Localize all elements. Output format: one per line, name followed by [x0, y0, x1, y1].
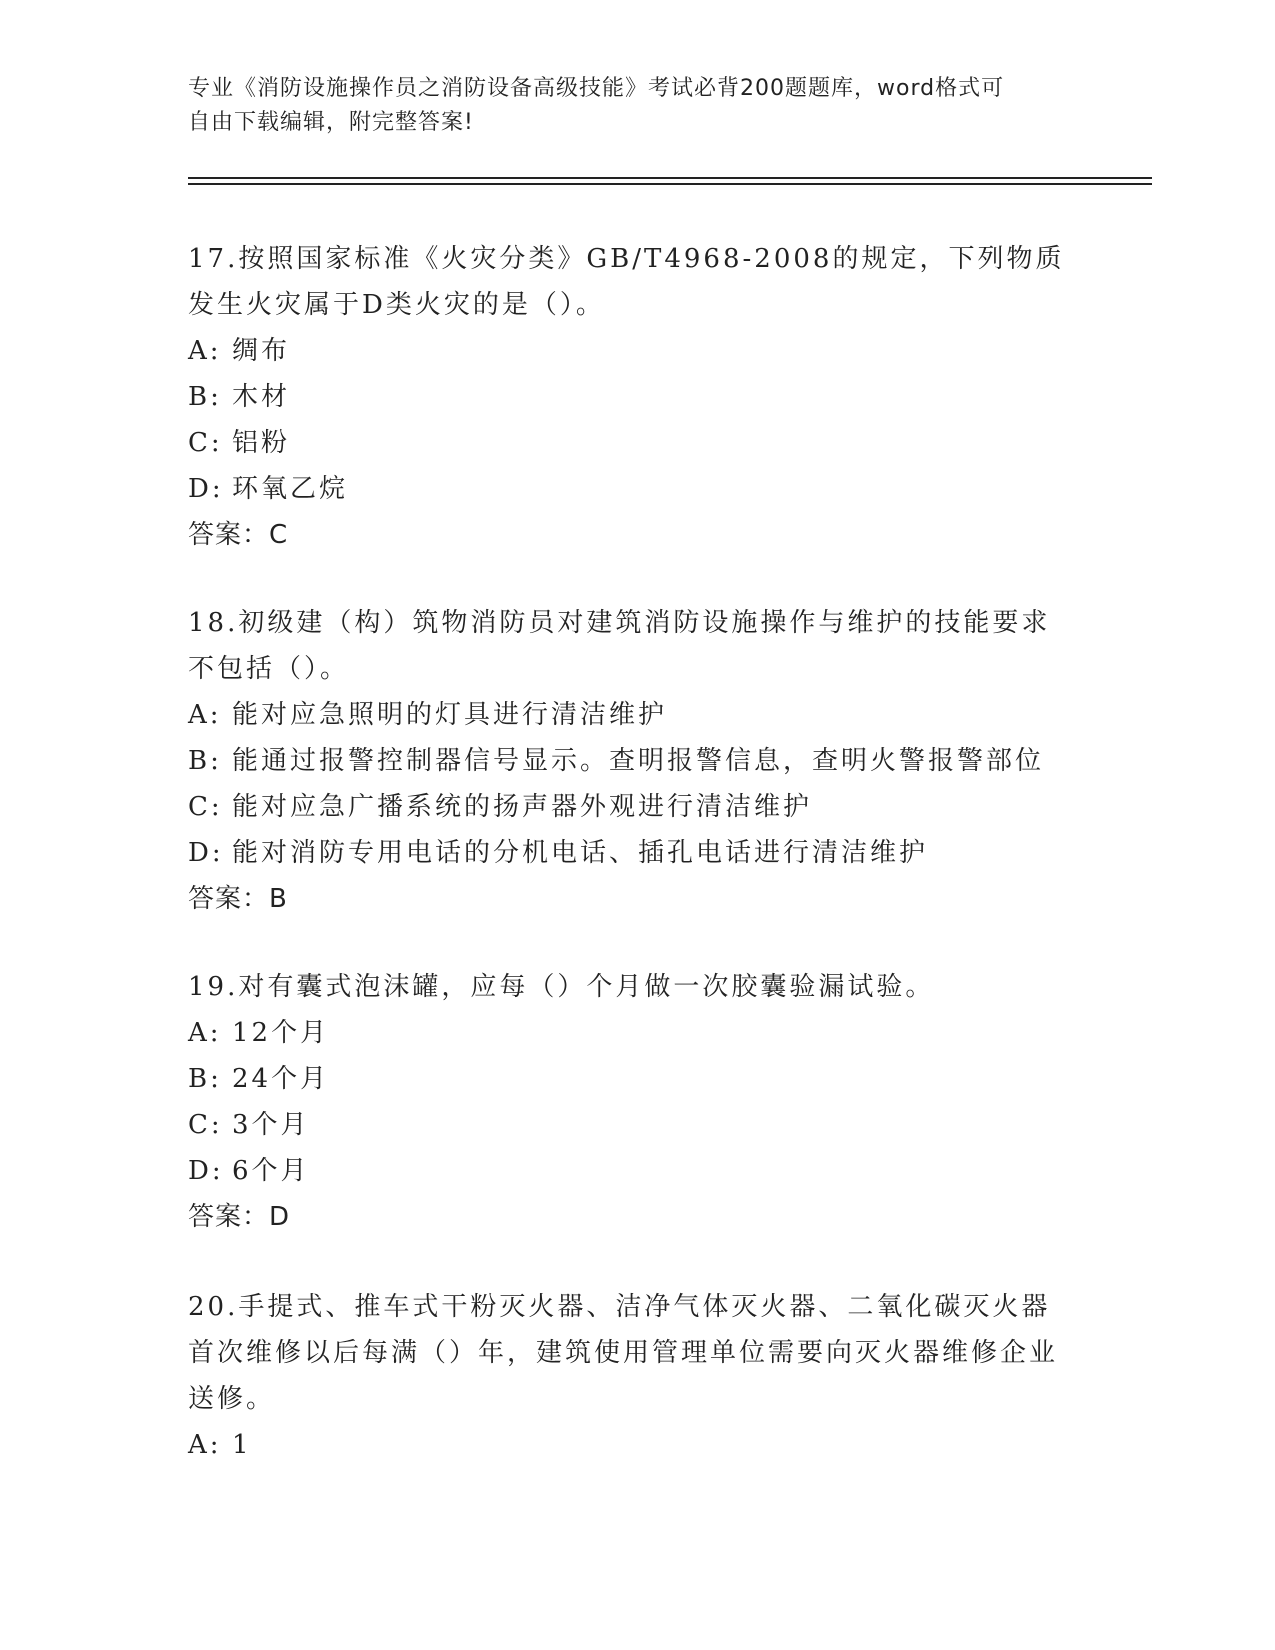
option-b: [188, 374, 1078, 420]
question-block: [188, 236, 1078, 558]
question-block: [188, 1284, 1078, 1468]
document-header: [188, 72, 1088, 140]
option-d: [188, 830, 1078, 876]
option-text: 铝粉: [232, 428, 291, 458]
header-divider-top: [188, 177, 1152, 179]
option-key: C:: [188, 792, 223, 822]
option-key: A:: [188, 1430, 222, 1460]
option-c: [188, 1102, 1078, 1148]
option-text: 1: [232, 1430, 252, 1460]
option-text: 3个月: [232, 1110, 310, 1140]
option-c: [188, 420, 1078, 466]
question-text: 20.手提式、推车式干粉灭火器、洁净气体灭火器、二氧化碳灭火器首次维修以后每满（）年，建筑使用管理单位需要向灭火器维修企业送修。: [188, 1292, 1059, 1414]
option-key: C:: [188, 428, 223, 458]
question-block: [188, 600, 1078, 922]
option-key: D:: [188, 474, 224, 504]
question-text: 19.对有囊式泡沫罐，应每（）个月做一次胶囊验漏试验。: [188, 972, 935, 1002]
option-b: [188, 1056, 1078, 1102]
option-text: 能对应急照明的灯具进行清洁维护: [232, 700, 668, 730]
answer-line: 答案：C: [188, 520, 289, 550]
option-d: [188, 466, 1078, 512]
option-key: A:: [188, 336, 222, 366]
option-text: 12个月: [232, 1018, 330, 1048]
option-key: B:: [188, 382, 222, 412]
option-text: 能对消防专用电话的分机电话、插孔电话进行清洁维护: [232, 838, 929, 868]
option-text: 能对应急广播系统的扬声器外观进行清洁维护: [232, 792, 813, 822]
option-a: [188, 1422, 1078, 1468]
header-line-1: 专业《消防设施操作员之消防设备高级技能》考试必背200题题库，word格式可: [188, 76, 1005, 101]
option-a: [188, 1010, 1078, 1056]
option-a: [188, 328, 1078, 374]
option-key: B:: [188, 746, 222, 776]
option-text: 能通过报警控制器信号显示。查明报警信息，查明火警报警部位: [232, 746, 1045, 776]
option-a: [188, 692, 1078, 738]
answer-line: 答案：D: [188, 1202, 291, 1232]
option-key: A:: [188, 700, 222, 730]
option-text: 6个月: [232, 1156, 310, 1186]
header-divider-bottom: [188, 183, 1152, 185]
option-key: D:: [188, 838, 224, 868]
option-text: 环氧乙烷: [232, 474, 349, 504]
question-text: 17.按照国家标准《火灾分类》GB/T4968-2008的规定，下列物质发生火灾属于D类火灾的是（）。: [188, 244, 1065, 320]
option-c: [188, 784, 1078, 830]
option-key: C:: [188, 1110, 223, 1140]
question-block: [188, 964, 1078, 1240]
option-d: [188, 1148, 1078, 1194]
option-text: 木材: [232, 382, 291, 412]
question-text: 18.初级建（构）筑物消防员对建筑消防设施操作与维护的技能要求不包括（）。: [188, 608, 1051, 684]
option-key: D:: [188, 1156, 224, 1186]
option-text: 绸布: [232, 336, 291, 366]
header-line-2: 自由下载编辑，附完整答案!: [188, 110, 474, 135]
option-key: B:: [188, 1064, 222, 1094]
option-key: A:: [188, 1018, 222, 1048]
answer-line: 答案：B: [188, 884, 288, 914]
option-b: [188, 738, 1078, 784]
option-text: 24个月: [232, 1064, 330, 1094]
